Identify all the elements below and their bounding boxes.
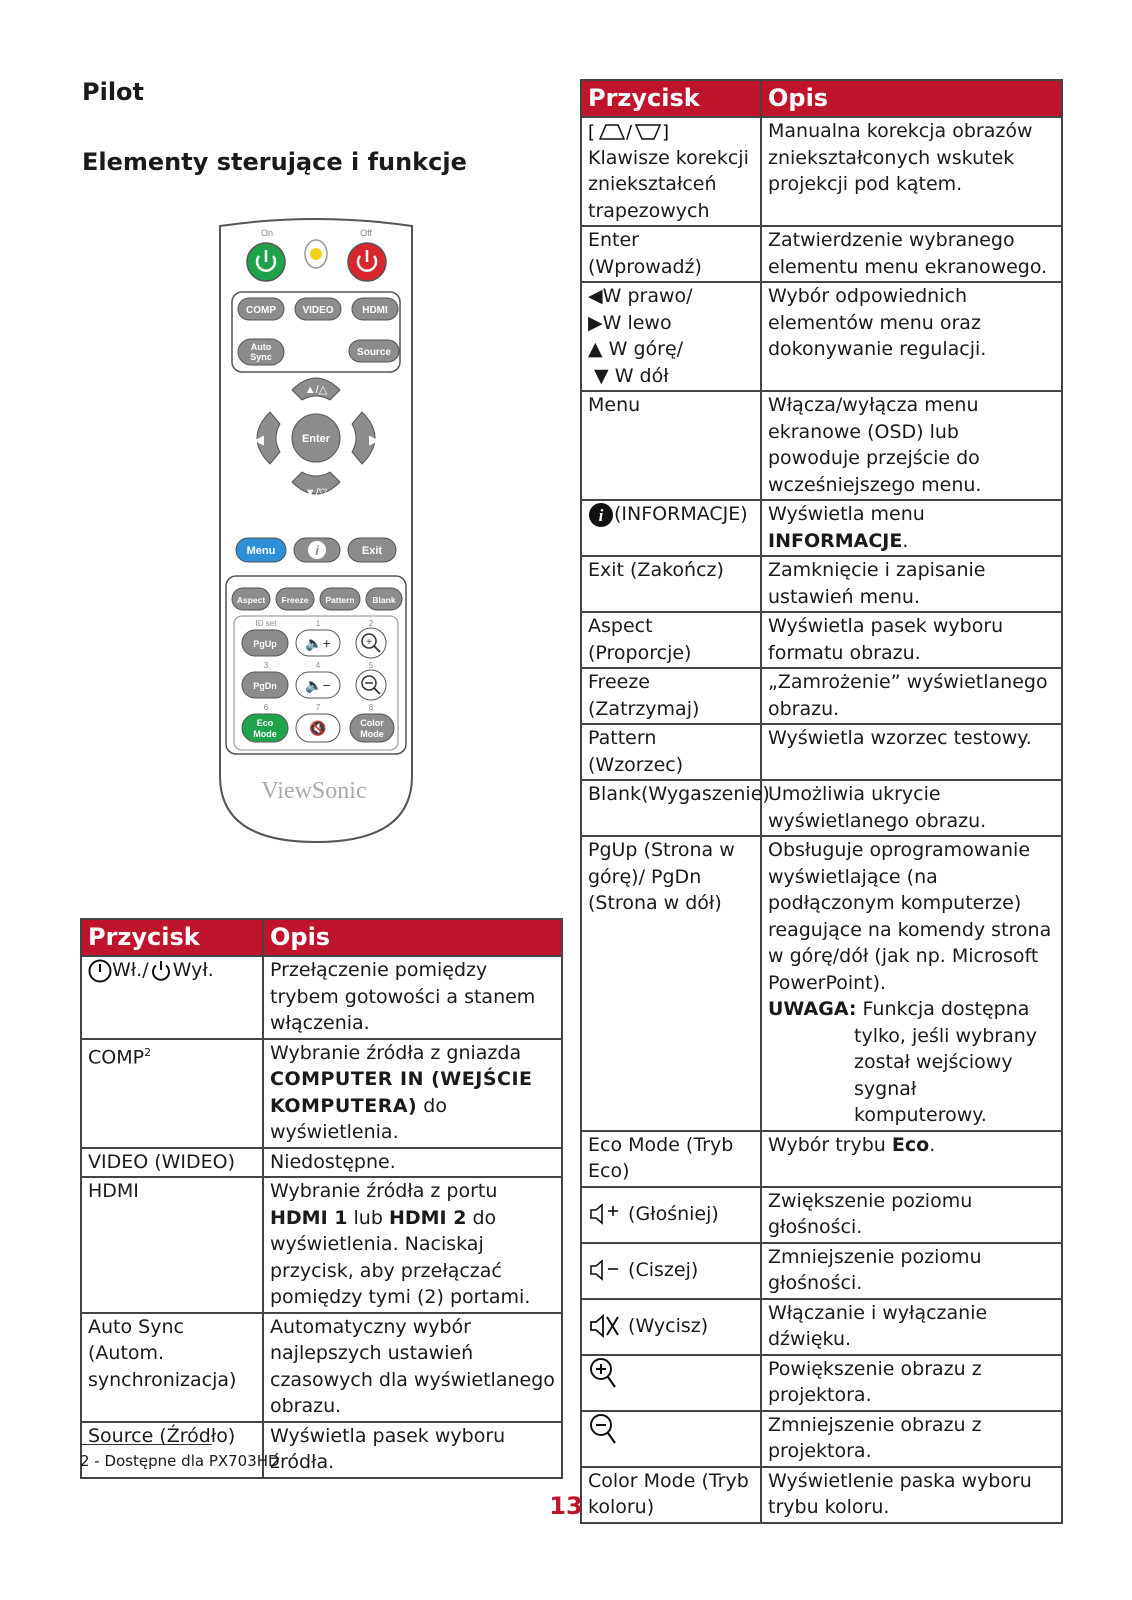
brand-logo: ViewSonic [261, 778, 367, 804]
svg-text:🔈+: 🔈+ [305, 635, 331, 651]
table-row: Powiększenie obrazu z projektora. [581, 1355, 1062, 1411]
table-row: i (INFORMACJE) Wyświetla menu INFORMACJE. [581, 500, 1062, 556]
svg-text:HDMI: HDMI [362, 305, 388, 316]
svg-text:4: 4 [315, 661, 321, 670]
on-label: On [260, 228, 274, 238]
svg-text:Eco: Eco [256, 718, 274, 728]
table-row: Menu Włącza/wyłącza menu ekranowe (OSD) lub powoduje przejście do wcześniejszego menu. [581, 391, 1062, 500]
svg-text:+: + [366, 637, 372, 648]
svg-text:Source: Source [357, 347, 391, 358]
zoom-out-icon [588, 1412, 618, 1446]
svg-text:1: 1 [315, 619, 321, 628]
power-icon [149, 959, 173, 983]
svg-text:▼/▽: ▼/▽ [304, 487, 328, 499]
svg-text:◀: ◀ [254, 432, 264, 447]
table-row: ◀W prawo/ ▶W lewo ▲ W górę/ ▼ W dół Wybór odpowiednich elementów menu oraz dokonywanie regulacji. [581, 282, 1062, 391]
svg-text:[: [ [588, 121, 596, 143]
table-row: Wł./ Wył. Przełączenie pomiędzy trybem gotowości a stanem włączenia. [81, 956, 562, 1039]
svg-text:Exit: Exit [361, 545, 383, 557]
svg-text:6: 6 [263, 703, 269, 712]
table-row: Color Mode (Tryb koloru) Wyświetlenie paska wyboru trybu koloru. [581, 1467, 1062, 1523]
svg-text:Mode: Mode [360, 729, 384, 739]
svg-text:Enter: Enter [301, 433, 331, 445]
svg-text:Sync: Sync [250, 352, 272, 362]
svg-text:i: i [598, 505, 604, 525]
svg-text:▶: ▶ [369, 432, 379, 447]
info-icon [588, 502, 614, 528]
volume-up-icon [588, 1202, 622, 1226]
svg-text:Menu: Menu [246, 545, 276, 557]
table-row: Freeze (Zatrzymaj) „Zamrożenie” wyświetlanego obrazu. [581, 668, 1062, 724]
svg-text:Mode: Mode [253, 729, 277, 739]
svg-text:8: 8 [368, 703, 374, 712]
table-row: Eco Mode (Tryb Eco) Wybór trybu Eco. [581, 1131, 1062, 1187]
svg-text:5: 5 [368, 661, 374, 670]
table-row: PgUp (Strona w górę)/ PgDn (Strona w dół) Obsługuje oprogramowanie wyświetlające (na podłączonym komputerze) reagujące na komendy strona w górę/dół (jak np. Microsoft PowerPoint). UWAGA: Funkcja dostępna tylko, jeśli wybrany został wejściowy sygnał komputerowy. [581, 836, 1062, 1131]
keystone-icon [588, 121, 670, 143]
svg-text:ID set: ID set [255, 619, 277, 628]
footnote-divider [80, 1444, 212, 1445]
table-row: HDMI Wybranie źródła z portu HDMI 1 lub HDMI 2 do wyświetlenia. Naciskaj przycisk, aby przełączać pomiędzy tymi (2) portami. [81, 1177, 562, 1313]
table-row: (Ciszej) Zmniejszenie poziomu głośności. [581, 1243, 1062, 1299]
table-row: Pattern (Wzorzec) Wyświetla wzorzec testowy. [581, 724, 1062, 780]
svg-text:VIDEO: VIDEO [302, 305, 334, 316]
svg-text:Pattern: Pattern [325, 595, 355, 605]
left-buttons-table [80, 918, 563, 1479]
table-row: Exit (Zakończ) Zamknięcie i zapisanie ustawień menu. [581, 556, 1062, 612]
power-off-icon [348, 243, 386, 281]
table-row: COMP$^2$ Wybranie źródła z gniazda COMPUTER IN (WEJŚCIE KOMPUTERA) do wyświetlenia. [81, 1039, 562, 1148]
column-header-description: Opis [263, 919, 562, 956]
svg-text:]: ] [662, 121, 670, 143]
table-row: Source (Źródło) Wyświetla pasek wyboru źródła. [81, 1422, 562, 1478]
heading-pilot: Pilot [82, 78, 145, 106]
table-row: (Wycisz) Włączanie i wyłączanie dźwięku. [581, 1299, 1062, 1355]
power-on-icon [247, 243, 285, 281]
svg-text:Blank: Blank [372, 595, 396, 605]
svg-text:/: / [626, 121, 633, 143]
power-icon [88, 959, 112, 983]
svg-text:Aspect: Aspect [236, 595, 266, 605]
svg-text:COMP: COMP [246, 305, 276, 316]
arrow-down-icon: ▼ [594, 364, 609, 387]
svg-text:🔈−: 🔈− [305, 677, 331, 693]
svg-text:PgUp: PgUp [253, 639, 277, 649]
column-header-button: Przycisk [581, 80, 761, 117]
zoom-in-icon [588, 1356, 618, 1390]
table-row: VIDEO (WIDEO) Niedostępne. [81, 1148, 562, 1178]
footnote: 2 - Dostępne dla PX703HD [80, 1452, 280, 1470]
page-number: 13 [549, 1492, 583, 1520]
column-header-description: Opis [761, 80, 1062, 117]
mute-icon [588, 1313, 622, 1339]
svg-text:🔇: 🔇 [309, 720, 327, 736]
zoom-out-button [356, 670, 386, 700]
table-row: Blank(Wygaszenie) Umożliwia ukrycie wyświetlanego obrazu. [581, 780, 1062, 836]
remote-illustration [214, 216, 418, 856]
column-header-button: Przycisk [81, 919, 263, 956]
svg-text:▲/△: ▲/△ [304, 384, 328, 396]
svg-text:Auto: Auto [250, 342, 272, 352]
table-row: (Głośniej) Zwiększenie poziomu głośności. [581, 1187, 1062, 1243]
svg-text:Freeze: Freeze [281, 595, 309, 605]
arrow-right-icon: ▶ [588, 311, 603, 334]
svg-text:3: 3 [263, 661, 269, 670]
svg-text:2: 2 [368, 619, 374, 628]
table-row: Auto Sync (Autom. synchronizacja) Automatyczny wybór najlepszych ustawień czasowych dla wyświetlanego obrazu. [81, 1313, 562, 1422]
arrow-up-icon: ▲ [588, 338, 603, 360]
heading-controls: Elementy sterujące i funkcje [82, 148, 467, 176]
svg-text:7: 7 [315, 703, 321, 712]
table-row: Enter (Wprowadź) Zatwierdzenie wybranego elementu menu ekranowego. [581, 226, 1062, 282]
table-row: Aspect (Proporcje) Wyświetla pasek wyboru formatu obrazu. [581, 612, 1062, 668]
arrow-left-icon: ◀ [588, 285, 603, 307]
table-row: [ / ] Klawisze korekcji zniekształceń trapezowych Manualna korekcja obrazów zniekształconych wskutek projekcji pod kątem. [581, 117, 1062, 226]
table-row: Zmniejszenie obrazu z projektora. [581, 1411, 1062, 1467]
svg-text:i: i [315, 543, 319, 558]
svg-text:PgDn: PgDn [253, 681, 277, 691]
svg-text:Color: Color [360, 718, 384, 728]
volume-down-icon [588, 1258, 622, 1282]
right-buttons-table [580, 79, 1063, 1524]
off-label: Off [360, 228, 372, 238]
